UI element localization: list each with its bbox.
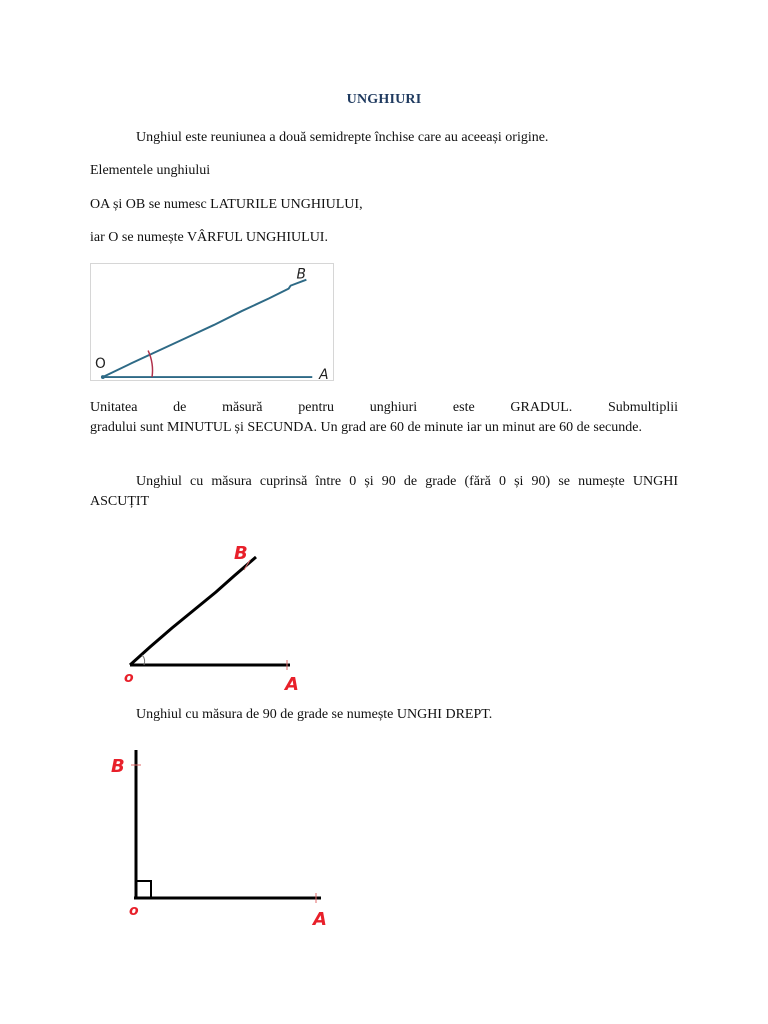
- label-b: B: [111, 756, 125, 777]
- acute-paragraph-line2: ASCUȚIT: [90, 494, 150, 509]
- label-o: o: [129, 903, 139, 919]
- definition-paragraph: Unghiul este reuniunea a două semidrepte închise care au aceeași origine.: [136, 130, 549, 145]
- vertex-paragraph: iar O se numește VÂRFUL UNGHIULUI.: [90, 230, 328, 245]
- label-o: o: [124, 670, 134, 686]
- elements-heading: Elementele unghiului: [90, 163, 211, 178]
- label-o: O: [95, 356, 106, 373]
- angle-figure-generic: [90, 263, 334, 384]
- sides-paragraph: OA și OB se numesc LATURILE UNGHIULUI,: [90, 197, 363, 212]
- right-angle-paragraph: Unghiul cu măsura de 90 de grade se numește UNGHI DREPT.: [136, 707, 493, 722]
- label-b: B: [296, 266, 306, 283]
- ray-ob: [103, 280, 306, 377]
- unit-paragraph-rest: gradului sunt MINUTUL și SECUNDA. Un grad are 60 de minute iar un minut are 60 de secunde.: [90, 420, 642, 435]
- acute-paragraph-line1: Unghiul cu măsura cuprinsă între 0 și 90 de grade (fără 0 și 90) se numește UNGHI: [136, 474, 678, 489]
- page-title: UNGHIURI: [346, 92, 422, 107]
- right-angle-marker: [136, 881, 151, 898]
- angle-figure-right: [105, 745, 345, 935]
- label-a: A: [313, 909, 327, 930]
- unit-paragraph-line1: Unitatea de măsură pentru unghiuri este GRADUL. Submultiplii: [90, 400, 678, 415]
- ray-ob: [130, 557, 256, 665]
- angle-figure-acute: [110, 540, 330, 700]
- label-a: A: [319, 367, 329, 384]
- label-b: B: [234, 543, 248, 564]
- label-a: A: [285, 674, 299, 695]
- vertex-dot: [101, 375, 105, 379]
